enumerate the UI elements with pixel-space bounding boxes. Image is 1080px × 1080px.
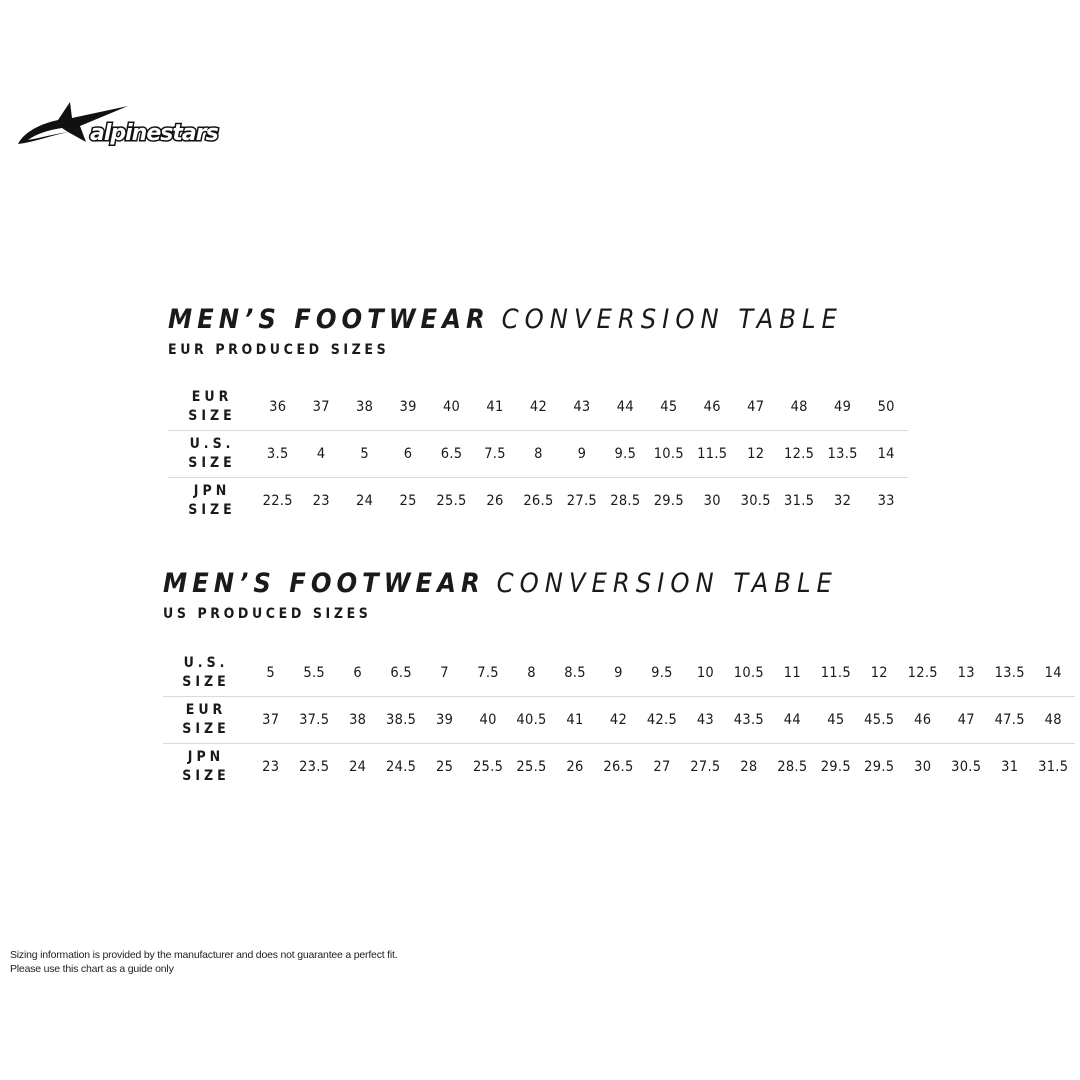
size-cell: 10 [696,665,715,681]
size-cell: 5 [343,431,386,478]
size-cell: 9.5 [604,431,647,478]
size-cell: 7.5 [477,665,499,681]
size-cell: 44 [771,697,814,744]
table-row [168,384,908,431]
size-cell: 25 [386,478,429,525]
size-cell: 45 [814,697,857,744]
size-cell: 30.5 [945,744,988,791]
size-cell: 38 [356,399,374,415]
size-cell: 28 [727,744,770,791]
size-cell: 10.5 [647,431,690,478]
size-cell: 37 [312,399,330,415]
size-cell: 43 [684,697,727,744]
size-cell: 26.5 [517,478,560,525]
size-cell: 25.5 [430,478,473,525]
size-cell: 42.5 [640,697,683,744]
size-cell: 45.5 [858,697,901,744]
size-cell: 10.5 [733,665,765,681]
size-cell: 45 [660,399,678,415]
size-cell: 46 [901,697,944,744]
size-cell: 7.5 [473,431,516,478]
size-cell: 44 [616,399,634,415]
size-cell: 50 [877,399,895,415]
row-header-line: U.S. [189,436,235,452]
size-cell: 27.5 [560,478,603,525]
size-cell: 11.5 [691,431,734,478]
title-light: CONVERSION TABLE [501,304,843,335]
table-subtitle: EUR PRODUCED SIZES [168,342,390,358]
row-header [163,697,249,744]
row-header [168,431,256,478]
size-cell: 39 [399,399,417,415]
row-header-line: EUR [185,702,227,718]
title-bold: MEN’S FOOTWEAR [163,568,485,599]
size-cell: 32 [821,478,864,525]
row-header-line: EUR [191,389,233,405]
row-header [163,744,249,791]
size-cell: 8.5 [564,665,586,681]
size-cell: 41 [486,399,504,415]
table-subtitle: US PRODUCED SIZES [163,606,372,622]
size-cell: 30 [901,744,944,791]
size-cell: 3.5 [256,431,299,478]
size-cell: 48 [790,399,808,415]
table-row [163,744,1075,791]
size-cell: 29.5 [647,478,690,525]
size-cell: 12 [870,665,888,681]
size-cell: 38.5 [379,697,422,744]
size-cell: 43 [573,399,591,415]
size-cell: 37.5 [292,697,335,744]
size-cell: 4 [299,431,342,478]
size-cell: 31.5 [1031,744,1075,791]
alpinestars-star-logo-icon [10,96,242,156]
table-title [168,303,843,337]
size-cell: 14 [1044,665,1062,681]
size-cell: 27.5 [684,744,727,791]
size-cell: 36 [269,399,287,415]
row-header-line: SIZE [182,674,230,690]
size-cell: 9.5 [651,665,673,681]
size-cell: 13 [957,665,975,681]
brand-name: alpinestars [90,121,218,146]
table-row [168,431,908,478]
size-cell: 46 [703,399,721,415]
row-header [168,384,256,431]
size-cell: 5.5 [303,665,326,681]
row-header-line: SIZE [182,768,230,784]
size-cell: 39 [423,697,466,744]
size-cell: 6 [386,431,429,478]
disclaimer-line-1: Sizing information is provided by the manufacturer and does not guarantee a perfect fit. [10,949,398,961]
size-cell: 42 [529,399,548,415]
size-cell: 25.5 [466,744,509,791]
size-cell: 37 [249,697,292,744]
title-light: CONVERSION TABLE [496,568,838,599]
us-produced-section [163,567,838,625]
row-header-line: JPN [193,483,231,499]
size-cell: 29.5 [814,744,857,791]
size-cell: 24 [336,744,379,791]
size-cell: 47 [747,399,765,415]
size-cell: 31 [988,744,1031,791]
eur-produced-table [168,384,908,524]
row-header-line: JPN [187,749,225,765]
size-cell: 8 [527,665,536,681]
row-header-line: SIZE [182,721,230,737]
row-header-line: SIZE [188,408,236,424]
size-cell: 7 [440,665,449,681]
size-cell: 14 [864,431,908,478]
size-cell: 24.5 [379,744,422,791]
row-header-line: SIZE [188,502,236,518]
size-cell: 40.5 [510,697,553,744]
size-cell: 31.5 [777,478,820,525]
size-cell: 27 [640,744,683,791]
size-cell: 30 [691,478,734,525]
row-header [168,478,256,525]
size-cell: 49 [834,399,852,415]
size-cell: 12 [734,431,777,478]
size-cell: 6 [353,665,362,681]
size-cell: 5 [266,665,276,681]
size-cell: 11 [783,665,801,681]
eur-produced-section [168,303,843,361]
size-cell: 24 [343,478,386,525]
size-cell: 29.5 [858,744,901,791]
table-title [163,567,838,601]
size-cell: 26 [473,478,516,525]
size-cell: 47.5 [988,697,1031,744]
size-cell: 28.5 [604,478,647,525]
row-header-line: SIZE [188,455,236,471]
title-bold: MEN’S FOOTWEAR [168,304,490,335]
size-cell: 28.5 [771,744,814,791]
table-row [163,697,1075,744]
size-cell: 13.5 [821,431,864,478]
size-cell: 23 [249,744,292,791]
disclaimer-line-2: Please use this chart as a guide only [10,963,174,975]
size-cell: 12.5 [777,431,820,478]
row-header [163,650,249,697]
us-produced-table [163,650,1075,790]
size-cell: 25 [423,744,466,791]
table-row [168,478,908,525]
size-cell: 30.5 [734,478,777,525]
size-cell: 25.5 [510,744,553,791]
table-row [163,650,1075,697]
size-cell: 33 [864,478,908,525]
size-cell: 11.5 [820,665,851,681]
size-cell: 22.5 [256,478,299,525]
size-cell: 26 [553,744,596,791]
disclaimer [10,948,397,976]
size-cell: 12.5 [907,665,938,681]
size-cell: 38 [336,697,379,744]
size-cell: 9 [614,665,623,681]
size-cell: 48 [1031,697,1075,744]
size-cell: 47 [945,697,988,744]
size-cell: 8 [517,431,560,478]
size-cell: 6.5 [430,431,473,478]
row-header-line: U.S. [183,655,229,671]
size-cell: 23 [299,478,342,525]
size-cell: 43.5 [727,697,770,744]
size-cell: 23.5 [292,744,335,791]
size-cell: 42 [597,697,640,744]
size-cell: 40 [442,399,461,415]
size-cell: 9 [560,431,603,478]
size-cell: 40 [466,697,509,744]
size-cell: 26.5 [597,744,640,791]
size-cell: 41 [553,697,596,744]
brand-logo [10,96,242,156]
size-cell: 13.5 [994,665,1025,681]
size-cell: 6.5 [390,665,412,681]
